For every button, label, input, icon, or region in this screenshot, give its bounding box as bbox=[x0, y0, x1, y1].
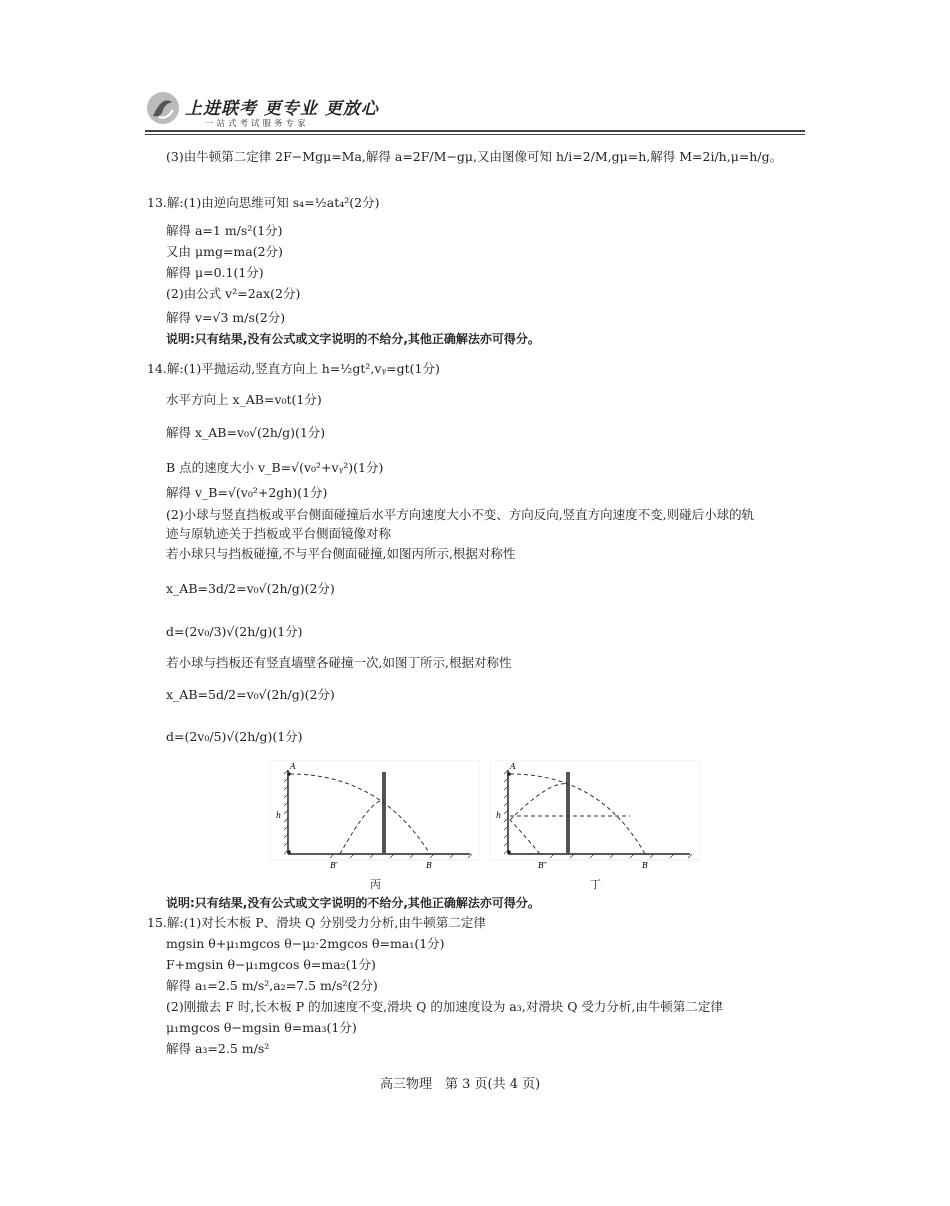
label-A: A bbox=[290, 762, 296, 771]
text-line: (2)小球与竖直挡板或平台侧面碰撞后水平方向速度大小不变、方向反向,竖直方向速度不变,则碰后小球的轨 bbox=[166, 507, 755, 522]
text-line: 13.解:(1)由逆向思维可知 s₄=½at₄²(2分) bbox=[147, 195, 380, 210]
text-line: 若小球与挡板还有竖直墙壁各碰撞一次,如图丁所示,根据对称性 bbox=[166, 655, 512, 670]
label-A: A bbox=[510, 762, 516, 771]
header-rule bbox=[145, 130, 805, 132]
brand-tagline: 一站式考试服务专家 bbox=[205, 119, 309, 129]
figure-bing bbox=[270, 760, 480, 878]
page-footer: 高三物理 第 3 页(共 4 页) bbox=[380, 1077, 541, 1092]
header bbox=[145, 90, 805, 135]
note: 说明:只有结果,没有公式或文字说明的不给分,其他正确解法亦可得分。 bbox=[166, 896, 540, 910]
note: 说明:只有结果,没有公式或文字说明的不给分,其他正确解法亦可得分。 bbox=[166, 332, 540, 346]
label-B: B bbox=[642, 861, 648, 870]
text-line: (3)由牛顿第二定律 2F−Mgμ=Ma,解得 a=2F/M−gμ,又由图像可知 h/i=2/M,gμ=h,解得 M=2i/h,μ=h/g。 bbox=[166, 149, 783, 164]
label-B-double-prime: B″ bbox=[538, 861, 547, 870]
text-line: 解得 x_AB=v₀√(2h/g)(1分) bbox=[166, 425, 326, 440]
text-line: μ₁mgcos θ−mgsin θ=ma₃(1分) bbox=[166, 1020, 357, 1035]
brand-title: 上进联考 更专业 更放心 bbox=[185, 99, 379, 119]
text-line: d=(2v₀/5)√(2h/g)(1分) bbox=[166, 729, 303, 744]
label-B-prime: B′ bbox=[330, 861, 338, 870]
text-line: F+mgsin θ−μ₁mgcos θ=ma₂(1分) bbox=[166, 957, 376, 972]
label-h: h bbox=[496, 811, 502, 820]
logo-icon bbox=[145, 90, 181, 126]
text-line: 解得 v=√3 m/s(2分) bbox=[166, 310, 286, 325]
text-line: 水平方向上 x_AB=v₀t(1分) bbox=[166, 392, 322, 407]
header-rule-thin bbox=[145, 134, 805, 135]
text-line: 解得 μ=0.1(1分) bbox=[166, 265, 264, 280]
text-line: (2)由公式 v²=2ax(2分) bbox=[166, 286, 301, 301]
text-line: (2)刚撤去 F 时,长木板 P 的加速度不变,滑块 Q 的加速度设为 a₃,对滑块 Q 受力分析,由牛顿第二定律 bbox=[166, 999, 723, 1014]
figure-caption: 丙 bbox=[370, 878, 381, 891]
text-line: 又由 μmg=ma(2分) bbox=[166, 244, 283, 259]
text-line: x_AB=5d/2=v₀√(2h/g)(2分) bbox=[166, 687, 335, 702]
text-line: 若小球只与挡板碰撞,不与平台侧面碰撞,如图丙所示,根据对称性 bbox=[166, 546, 516, 561]
figure-caption: 丁 bbox=[590, 878, 601, 891]
label-h: h bbox=[276, 811, 282, 820]
text-line: 15.解:(1)对长木板 P、滑块 Q 分别受力分析,由牛顿第二定律 bbox=[147, 915, 486, 930]
text-line: x_AB=3d/2=v₀√(2h/g)(2分) bbox=[166, 581, 335, 596]
label-B: B bbox=[426, 861, 432, 870]
text-line: B 点的速度大小 v_B=√(v₀²+vᵧ²)(1分) bbox=[166, 460, 384, 475]
figure-ding bbox=[490, 760, 700, 878]
text-line: 解得 a₃=2.5 m/s² bbox=[166, 1041, 270, 1056]
text-line: mgsin θ+μ₁mgcos θ−μ₂·2mgcos θ=ma₁(1分) bbox=[166, 936, 445, 951]
text-line: 14.解:(1)平抛运动,竖直方向上 h=½gt²,vᵧ=gt(1分) bbox=[147, 361, 440, 376]
text-line: 迹与原轨迹关于挡板或平台侧面镜像对称 bbox=[166, 526, 392, 541]
text-line: 解得 a₁=2.5 m/s²,a₂=7.5 m/s²(2分) bbox=[166, 978, 378, 993]
text-line: d=(2v₀/3)√(2h/g)(1分) bbox=[166, 624, 303, 639]
text-line: 解得 v_B=√(v₀²+2gh)(1分) bbox=[166, 485, 328, 500]
text-line: 解得 a=1 m/s²(1分) bbox=[166, 223, 283, 238]
